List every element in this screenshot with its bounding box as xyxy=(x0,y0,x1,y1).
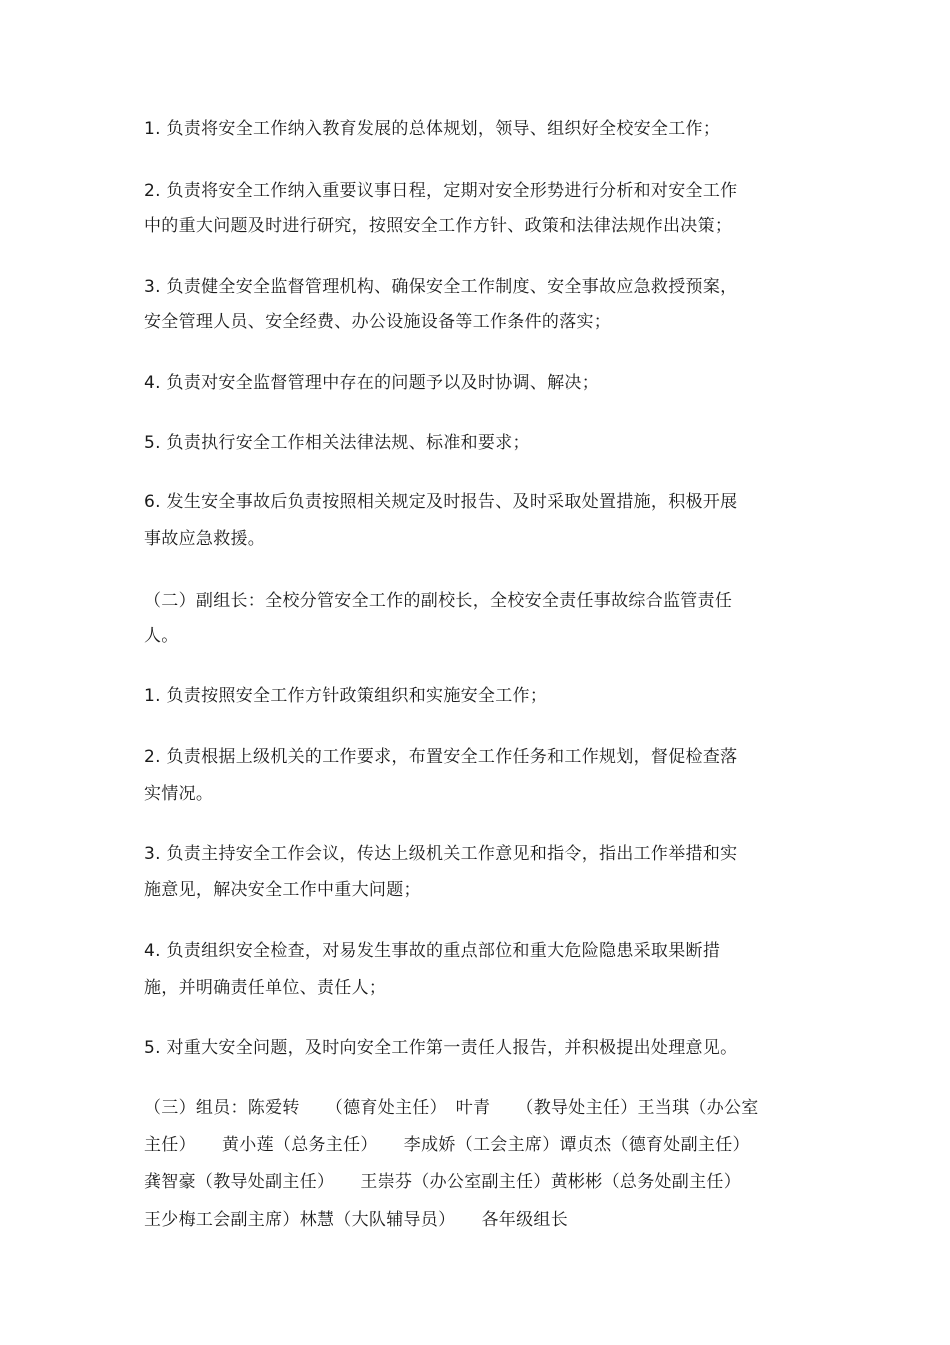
text-line: 中的重大问题及时进行研究，按照安全工作方针、政策和法律法规作出决策； xyxy=(144,216,733,236)
text-line: 3. 负责健全安全监督管理机构、确保安全工作制度、安全事故应急救授预案， xyxy=(144,277,738,297)
text-line: 1. 负责将安全工作纳入教育发展的总体规划，领导、组织好全校安全工作； xyxy=(144,119,721,139)
text-line: 龚智豪（教导处副主任） 王崇芬（办公室副主任）黄彬彬（总务处副主任） xyxy=(144,1172,741,1192)
text-line: 4. 负责组织安全检查，对易发生事故的重点部位和重大危险隐患采取果断措 xyxy=(144,941,721,961)
text-line: 施意见，解决安全工作中重大问题； xyxy=(144,880,421,900)
text-line: 1. 负责按照安全工作方针政策组织和实施安全工作； xyxy=(144,686,548,706)
text-line: 施，并明确责任单位、责任人； xyxy=(144,978,387,998)
text-line: 3. 负责主持安全工作会议，传达上级机关工作意见和指令，指出工作举措和实 xyxy=(144,844,738,864)
text-line: 实情况。 xyxy=(144,784,214,804)
section-heading-deputy: （二）副组长：全校分管安全工作的副校长，全校安全责任事故综合监管责任 xyxy=(144,591,733,611)
text-line: 王少梅工会副主席）林慧（大队辅导员） 各年级组长 xyxy=(144,1210,568,1230)
text-line: 2. 负责将安全工作纳入重要议事日程，定期对安全形势进行分析和对安全工作 xyxy=(144,181,738,201)
text-line: 事故应急救援。 xyxy=(144,529,266,549)
text-line: 安全管理人员、安全经费、办公设施设备等工作条件的落实； xyxy=(144,312,612,332)
text-line: 2. 负责根据上级机关的工作要求，布置安全工作任务和工作规划，督促检查落 xyxy=(144,747,738,767)
text-line: 6. 发生安全事故后负责按照相关规定及时报告、及时采取处置措施，积极开展 xyxy=(144,492,738,512)
text-line: 4. 负责对安全监督管理中存在的问题予以及时协调、解决； xyxy=(144,373,600,393)
text-line: 5. 负责执行安全工作相关法律法规、标准和要求； xyxy=(144,433,530,453)
text-line: 人。 xyxy=(144,626,179,646)
text-line: 5. 对重大安全问题，及时向安全工作第一责任人报告，并积极提出处理意见。 xyxy=(144,1038,738,1058)
section-heading-members: （三）组员：陈爱转 （德育处主任） 叶青 （教导处主任）王当琪（办公室 xyxy=(144,1098,759,1118)
text-line: 主任） 黄小莲（总务主任） 李成娇（工会主席）谭贞杰（德育处副主任） xyxy=(144,1135,750,1155)
